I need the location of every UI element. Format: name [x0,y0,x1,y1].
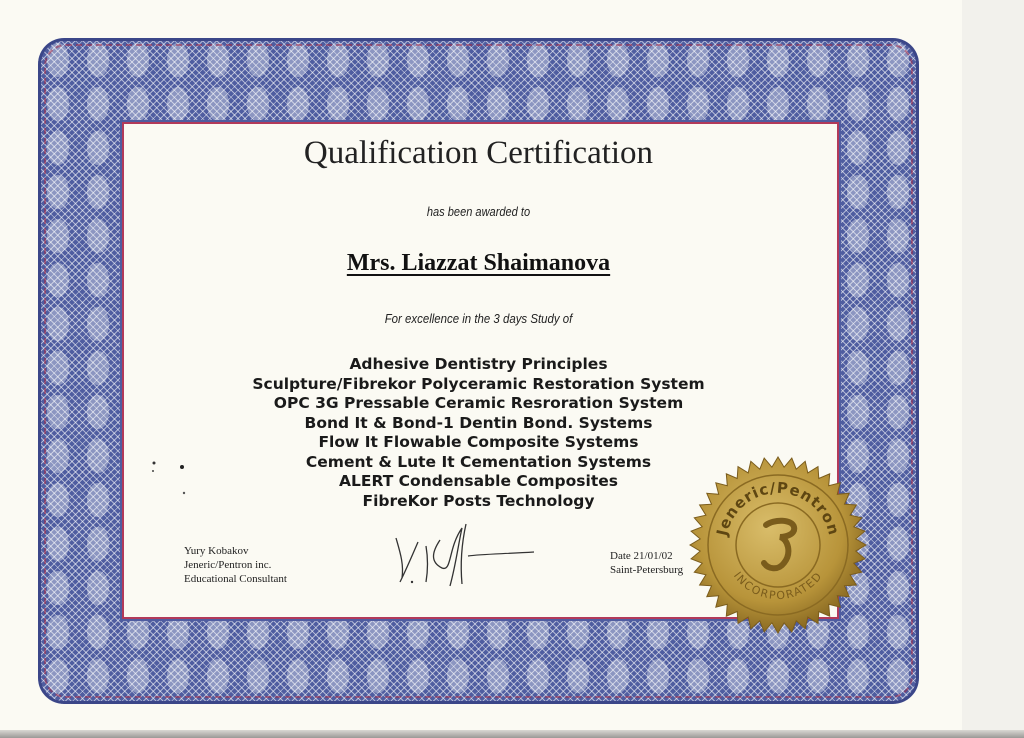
recipient-name-text: Mrs. Liazzat Shaimanova [346,250,611,276]
course-item: Bond It & Bond-1 Dentin Bond. Systems [304,413,653,432]
course-item: Flow It Flowable Composite Systems [318,433,639,451]
signer-company: Jeneric/Pentron inc. [184,559,272,571]
seal-bottom-text: INCORPORATED [730,569,826,603]
certificate-title: Qualification Certification [303,135,654,171]
course-item: Sculpture/Fibrekor Polyceramic Restoration System [252,374,705,393]
awarded-text: has been awarded to [426,204,531,219]
seal-top-text: Jeneric/Pentron [712,478,844,538]
recipient-name [122,250,835,277]
course-item: FibreKor Posts Technology [362,491,595,510]
signer-block [184,544,287,586]
paper-specks [140,455,200,505]
certificate-place: Saint-Petersburg [610,564,684,576]
certificate-date: Date 21/01/02 [610,550,673,562]
course-item: ALERT Condensable Composites [339,472,618,490]
gold-seal-icon [688,455,868,635]
excellence-text: For excellence in the 3 days Study of [384,311,573,326]
course-item: Cement & Lute It Cementation Systems [305,452,652,471]
signer-role: Educational Consultant [184,573,287,585]
signer-name: Yury Kobakov [184,545,249,557]
handwritten-signature [382,512,542,592]
course-item: Adhesive Dentistry Principles [349,355,608,373]
scan-edge [0,730,1024,738]
course-item: OPC 3G Pressable Ceramic Resroration System [273,394,684,412]
date-block [610,549,683,577]
